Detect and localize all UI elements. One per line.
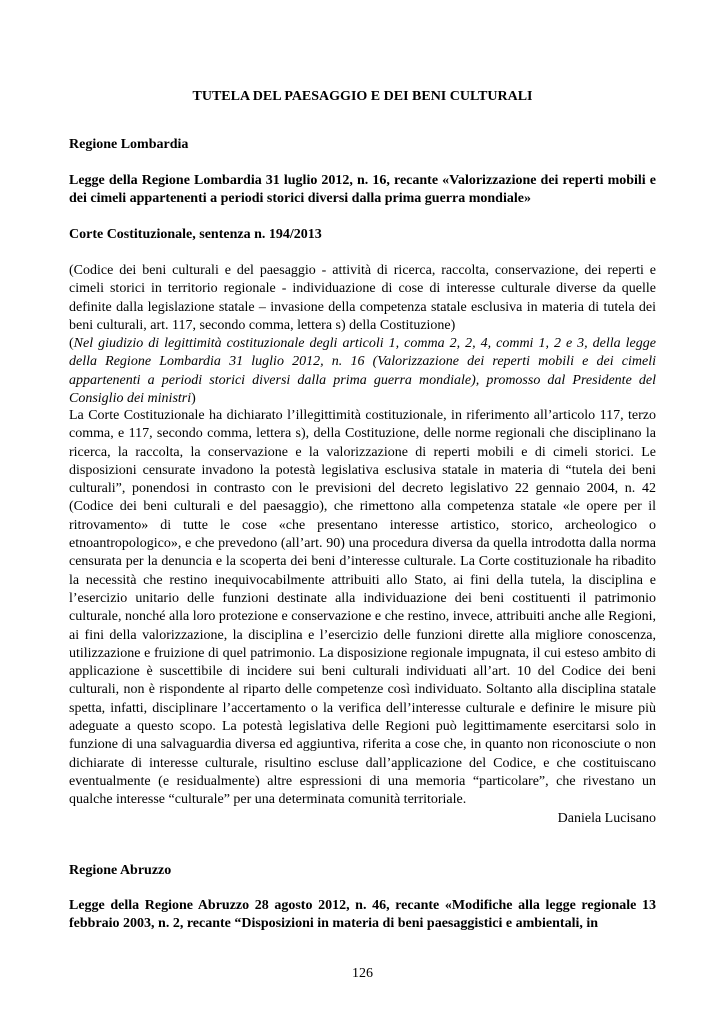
commentary-body: La Corte Costituzionale ha dichiarato l’illegittimità costituzionale, in riferimento all’articolo 117, terzo comma, e 117, secondo comma, lettera s), della Costituzione, delle norme regionali che disciplinano la ricerca, la raccolta, la conservazione e la valorizzazione di reperti mobili e di cimeli storici. Le disposizioni censurate invadono la potestà legislativa esclusiva statale in materia di “tutela dei beni culturali”, ponendosi in contrasto con le previsioni del decreto legislativo 22 gennaio 2004, n. 42 (Codice dei beni culturali e del paesaggio), che rimettono alla competenza statale «le opere per il ritrovamento» di tutte le cose «che presentano interesse artistico, storico, archeologico o etnoantropologico», e che prevedono (all’art. 90) una procedura diversa da quella introdotta dalla norma censurata per la denuncia e la scoperta dei beni d’interesse culturale. La Corte costituzionale ha ribadito la necessità che restino inequivocabilmente attribuiti allo Stato, ai fini della tutela, la disciplina e l’esercizio unitario delle funzioni destinate alla individuazione dei beni costituenti il patrimonio culturale, nonché alla loro protezione e conservazione e che restino, invece, attribuiti anche alle Regioni, ai fini della valorizzazione, la disciplina e l’esercizio delle funzioni dirette alla migliore conoscenza, utilizzazione e fruizione di quel patrimonio. La disposizione regionale impugnata, il cui esteso ambito di applicazione è suscettibile di incidere sui beni culturali individuati all’art. 10 del Codice dei beni culturali, non è rispondente al riparto delle competenze così individuato. Soltanto alla disciplina statale spetta, infatti, disciplinare l’accertamento o la verifica dell’interesse culturale e definire le misure più adeguate a questo scopo. La potestà legislativa delle Regioni può legittimamente esercitarsi solo in funzione di una salvaguardia diversa ed aggiuntiva, riferita a cose che, in quanto non riconosciute o non dichiarate di interesse culturale, risultino escluse dall’applicazione del Codice, e che costituiscano eventualmente (e residualmente) altre espressioni di una memoria “particolare”, che rivestano un qualche interesse “culturale” per una determinata comunità territoriale. xyxy=(69,408,656,808)
law-title-lombardia: Legge della Regione Lombardia 31 luglio 2012, n. 16, recante «Valorizzazione dei reperti mobili e dei cimeli appartenenti a periodi storici diversi dalla prima guerra mondiale» xyxy=(69,173,656,207)
law-title-abruzzo: Legge della Regione Abruzzo 28 agosto 2012, n. 46, recante «Modifiche alla legge regionale 13 febbraio 2003, n. 2, recante “Disposizioni in materia di beni paesaggistici e ambientali, in xyxy=(69,898,656,932)
judgment-reference xyxy=(69,335,656,408)
case-summary: (Codice dei beni culturali e del paesaggio - attività di ricerca, raccolta, conservazione, dei reperti e cimeli storici in territorio regionale - individuazione di cose di interesse culturale diverse da quelle definite dalla legislazione statale – invasione della competenza statale esclusiva in materia di tutela dei beni culturali, art. 117, secondo comma, lettera s) della Costituzione) xyxy=(69,263,656,333)
judgment-close-paren: ) xyxy=(191,390,196,406)
judgment-open-paren: ( xyxy=(69,336,74,351)
author-signature: Daniela Lucisano xyxy=(557,811,656,826)
section-title: TUTELA DEL PAESAGGIO E DEI BENI CULTURALI xyxy=(192,89,533,104)
region-heading-lombardia: Regione Lombardia xyxy=(69,137,189,152)
judgment-italic-text: Nel giudizio di legittimità costituzionale degli articoli 1, comma 2, 2, 4, commi 1, 2 e 3, della legge della Regione Lombardia 31 luglio 2012, n. 16 (Valorizzazione dei reperti mobili e dei cimeli appartenenti a periodi storici diversi dalla prima guerra mondiale), promosso dal Presidente del Consiglio dei ministri xyxy=(69,336,656,406)
region-heading-abruzzo: Regione Abruzzo xyxy=(69,863,172,878)
document-page xyxy=(69,0,656,1024)
page-number: 126 xyxy=(352,966,373,981)
court-ruling-heading: Corte Costituzionale, sentenza n. 194/2013 xyxy=(69,227,322,242)
